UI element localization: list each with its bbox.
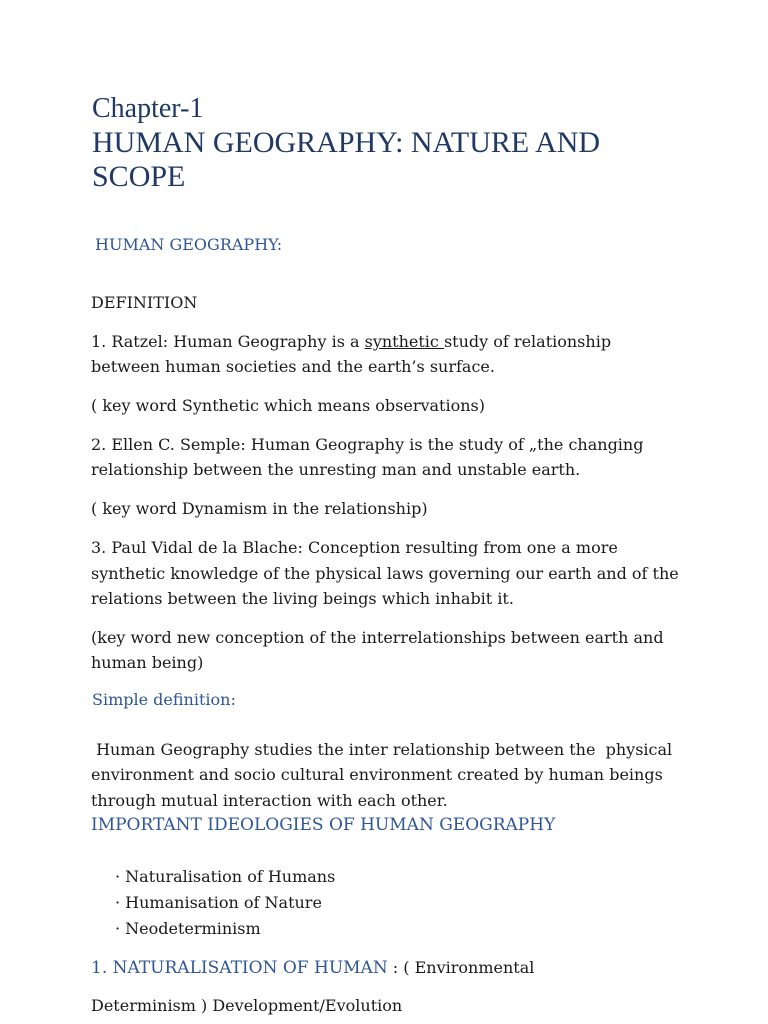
ideologies-heading: IMPORTANT IDEOLOGIES OF HUMAN GEOGRAPHY [91,815,556,835]
chapter-label: Chapter-1 [92,93,204,124]
simple-definition-line-1: Human Geography studies the inter relationship between the physical [91,740,673,759]
definition-1-suffix: study of relationship [443,332,612,351]
naturalisation-line-2: Determinism ) Development/Evolution [91,996,403,1015]
definition-1-line-1 [91,329,611,354]
naturalisation-rest: : ( Environmental [387,958,535,977]
definition-1-prefix: 1. Ratzel: Human Geography is a [91,332,365,351]
definition-label: DEFINITION [91,293,198,312]
simple-definition-heading: Simple definition: [92,690,236,709]
definition-2-line-1: 2. Ellen C. Semple: Human Geography is the study of „the changing [91,435,644,454]
definition-3-keyword-line-2: human being) [91,653,204,672]
ideologies-list [115,864,335,942]
definition-3-line-2: synthetic knowledge of the physical laws governing our earth and of the [91,564,679,583]
list-item: · Humanisation of Nature [115,893,322,912]
definition-1-underlined: synthetic [364,332,444,351]
definition-1-line-2: between human societies and the earth’s surface. [91,357,495,376]
list-item: · Naturalisation of Humans [115,867,336,886]
definition-2-keyword: ( key word Dynamism in the relationship) [91,499,428,518]
simple-definition-line-3: through mutual interaction with each other. [91,791,448,810]
definition-2-line-2: relationship between the unresting man and unstable earth. [91,460,581,479]
definition-3-line-1: 3. Paul Vidal de la Blache: Conception resulting from one a more [91,538,618,557]
simple-definition-line-2: environment and socio cultural environment created by human beings [91,765,663,784]
naturalisation-heading: 1. NATURALISATION OF HUMAN [91,958,388,978]
naturalisation-heading-line [91,955,534,980]
definition-3-line-3: relations between the living beings which inhabit it. [91,589,514,608]
section-heading: HUMAN GEOGRAPHY: [95,235,283,254]
definition-1-keyword: ( key word Synthetic which means observations) [91,396,485,415]
definition-3-keyword-line-1: (key word new conception of the interrelationships between earth and [91,628,664,647]
list-item: · Neodeterminism [115,919,261,938]
page-title: HUMAN GEOGRAPHY: NATURE AND SCOPE [92,126,601,193]
